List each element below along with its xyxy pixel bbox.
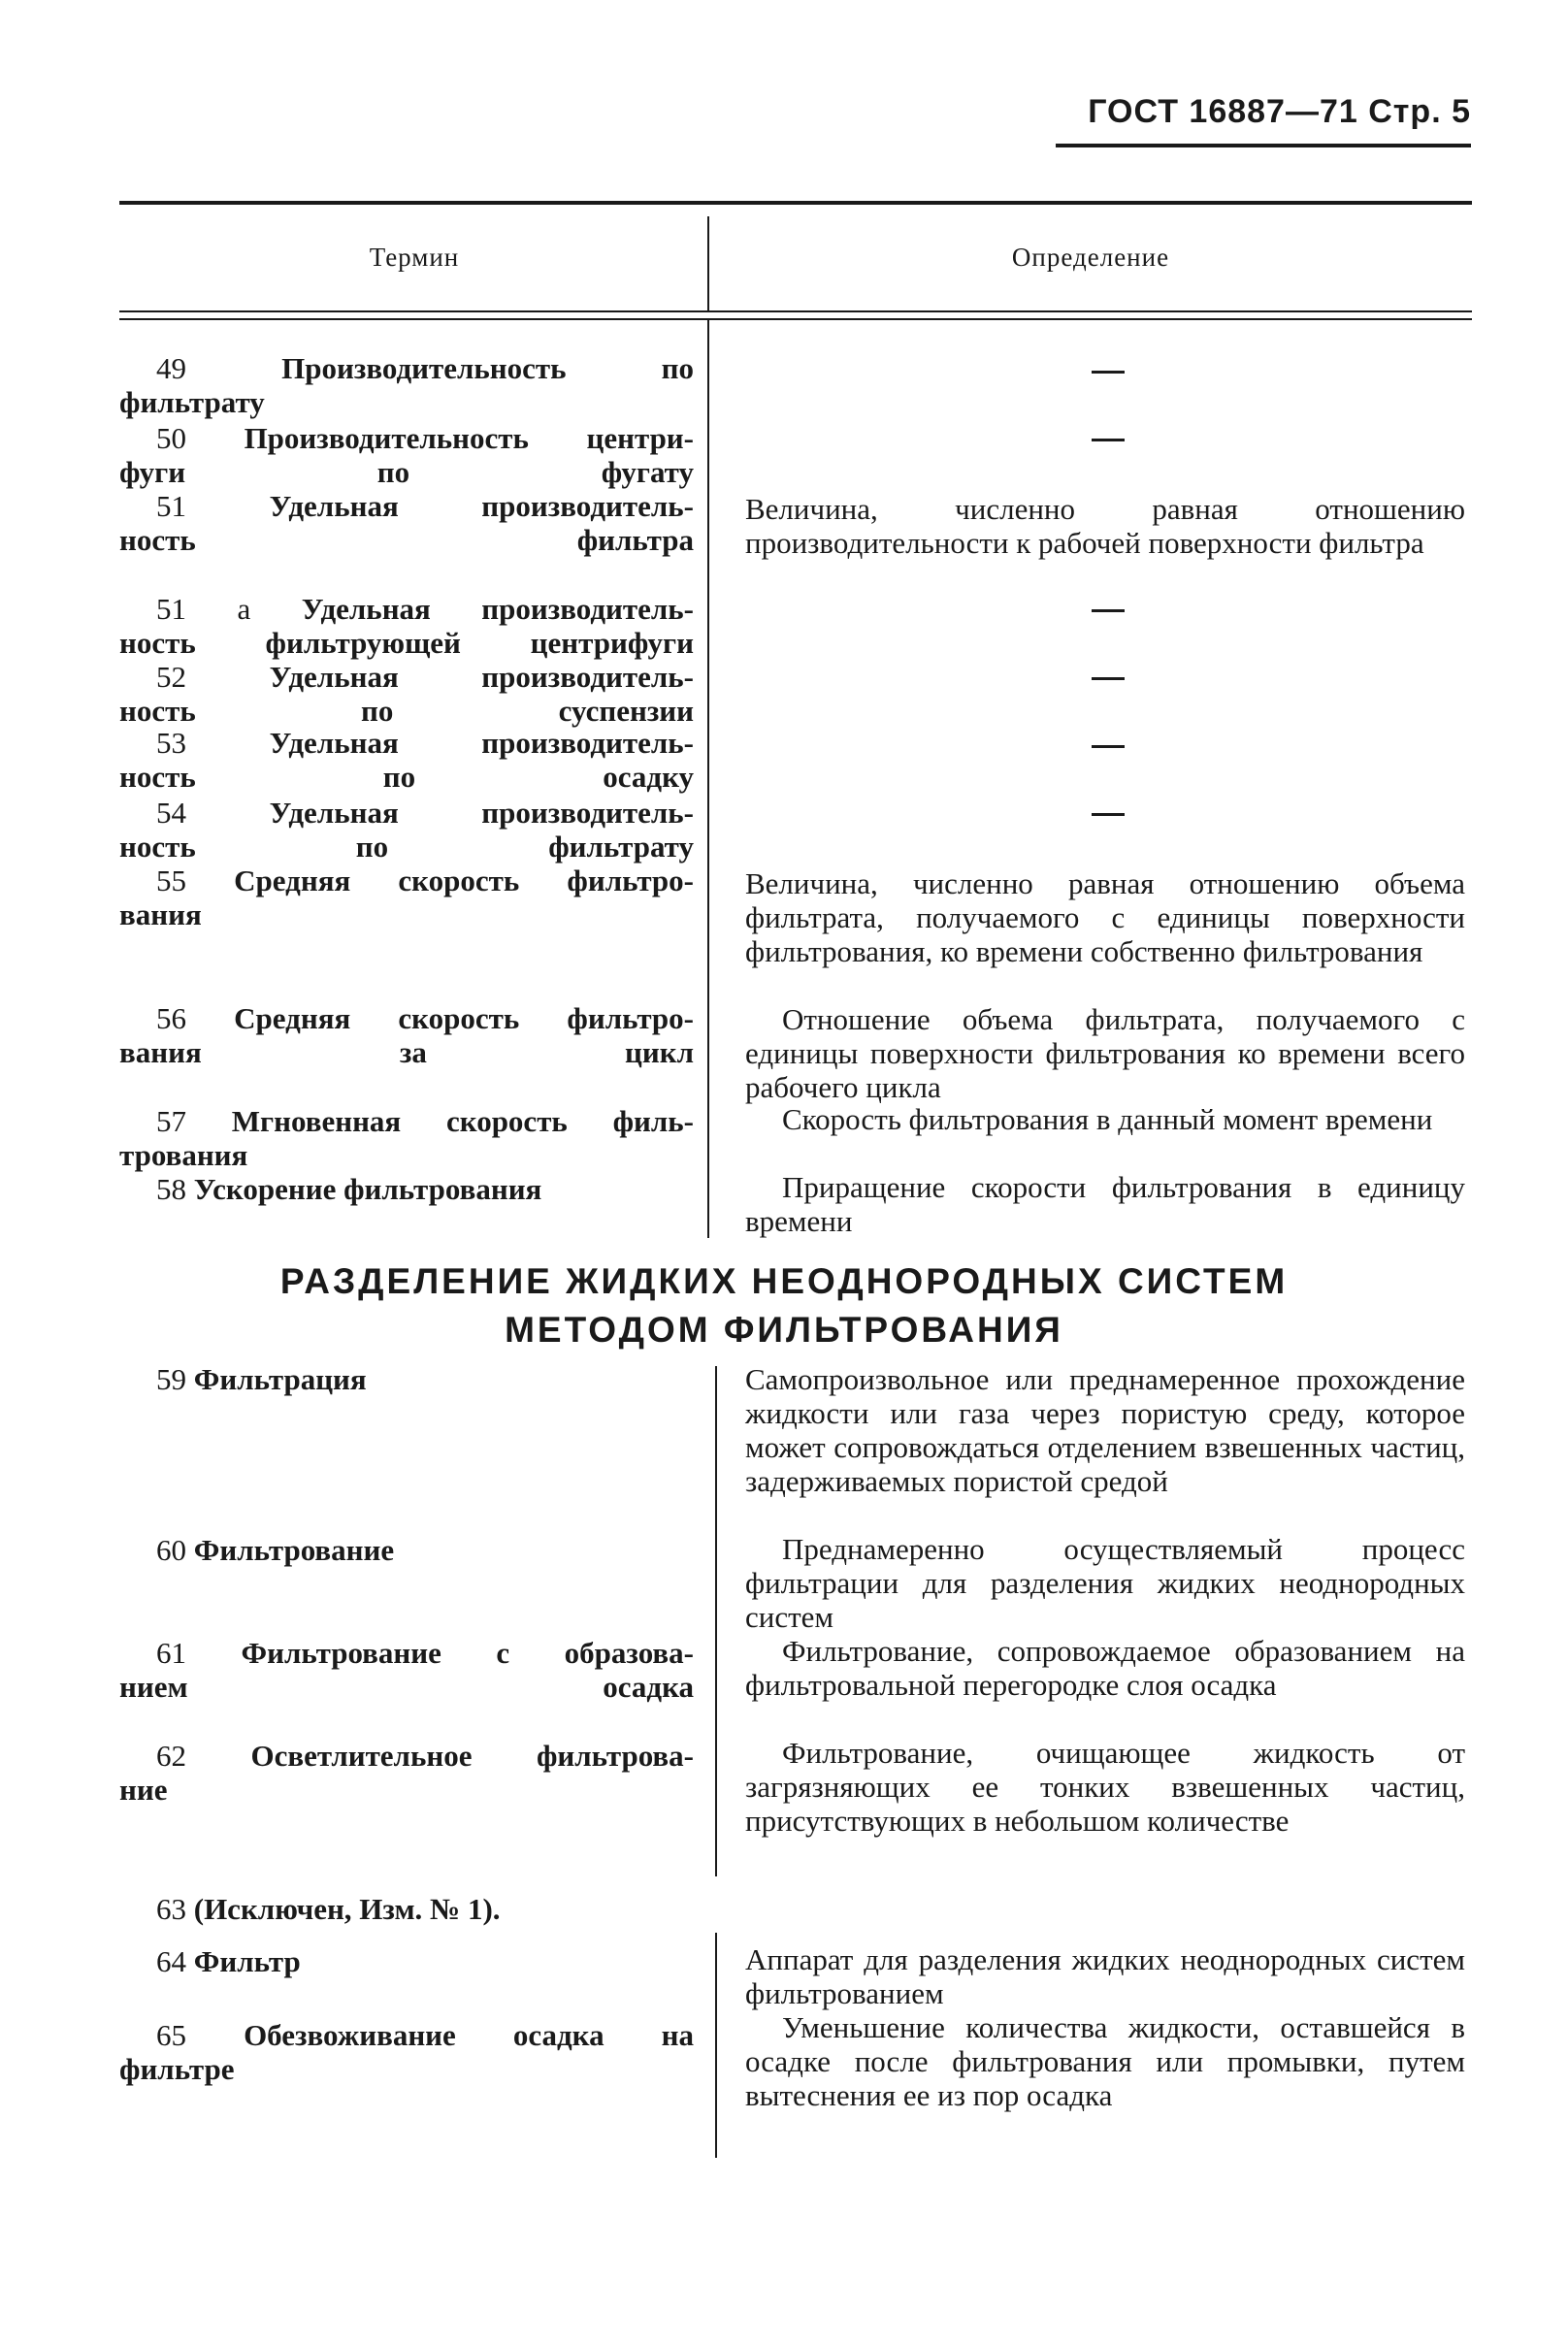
definition-55: Величина, численно равная отношению объема фильтрата, получаемого с единицы поверхности фильтрования, ко времени собственно фильтрования xyxy=(745,866,1465,968)
term-53: 53 Удельная производитель- ность по осадку xyxy=(119,726,695,794)
term-59: 59 Фильтрация xyxy=(156,1362,367,1396)
column-header-term: Термин xyxy=(369,243,460,272)
term-57: 57 Мгновенная скорость филь- трования xyxy=(119,1104,695,1172)
section-title: РАЗДЕЛЕНИЕ ЖИДКИХ НЕОДНОРОДНЫХ СИСТЕМ МЕТОДОМ ФИЛЬТРОВАНИЯ xyxy=(279,1261,1289,1350)
definition-62: Фильтрование, очищающее жидкость от загрязняющих ее тонких взвешенных частиц, присутствующих в небольшом количестве xyxy=(745,1736,1465,1838)
page-header: ГОСТ 16887—71 Стр. 5 xyxy=(1088,93,1471,130)
column-divider xyxy=(715,1366,717,1876)
definition-59: Самопроизвольное или преднамеренное прохождение жидкости или газа через пористую среду, которое может сопровождаться отделением взвешенных частиц, задерживаемых пористой средой xyxy=(745,1362,1465,1498)
column-divider xyxy=(707,320,709,1238)
definition-57: Скорость фильтрования в данный момент времени xyxy=(782,1102,1433,1136)
term-58: 58 Ускорение фильтрования xyxy=(156,1172,542,1206)
term-64: 64 Фильтр xyxy=(156,1944,301,1978)
term-62: 62 Осветлительное фильтрова- ние xyxy=(119,1739,694,1807)
empty-definition-dash xyxy=(1092,439,1125,441)
term-51: 51 Удельная производитель- ность фильтра xyxy=(119,489,695,557)
term-51a: 51 а Удельная производитель- ность фильтрующей центрифуги xyxy=(119,592,694,660)
definition-60: Преднамеренно осуществляемый процесс фильтрации для разделения жидких неоднородных систем xyxy=(745,1532,1465,1634)
definition-64: Аппарат для разделения жидких неоднородных систем фильтрованием xyxy=(745,1942,1465,2010)
header-double-rule xyxy=(119,310,1472,312)
empty-definition-dash xyxy=(1092,745,1125,748)
term-63: 63 (Исключен, Изм. № 1). xyxy=(156,1892,501,1926)
definition-65: Уменьшение количества жидкости, оставшейся в осадке после фильтрования или промывки, путем вытеснения ее из пор осадка xyxy=(745,2010,1465,2112)
term-52: 52 Удельная производитель- ность по суспензии xyxy=(119,660,695,728)
term-55: 55 Средняя скорость фильтро- вания xyxy=(119,864,694,931)
term-56: 56 Средняя скорость фильтро- вания за цикл xyxy=(119,1001,694,1069)
term-49: 49 Производительность по фильтрату xyxy=(119,351,694,419)
definition-58: Приращение скорости фильтрования в единицу времени xyxy=(745,1170,1465,1238)
empty-definition-dash xyxy=(1092,609,1125,612)
term-50: 50 Производительность центри- фуги по фугату xyxy=(119,421,694,489)
term-65: 65 Обезвоживание осадка на фильтре xyxy=(119,2018,694,2086)
definition-61: Фильтрование, сопровождаемое образованием на фильтровальной перегородке слоя осадка xyxy=(745,1634,1465,1702)
empty-definition-dash xyxy=(1092,371,1125,374)
definition-56: Отношение объема фильтрата, получаемого с единицы поверхности фильтрования ко времени всего рабочего цикла xyxy=(745,1002,1465,1104)
term-54: 54 Удельная производитель- ность по фильтрату xyxy=(119,796,695,864)
empty-definition-dash xyxy=(1092,677,1125,680)
column-header-definition: Определение xyxy=(1011,243,1170,272)
column-divider xyxy=(715,1933,717,2158)
header-double-rule xyxy=(119,318,1472,320)
table-header-row xyxy=(119,205,1472,310)
header-rule xyxy=(1056,144,1471,147)
empty-definition-dash xyxy=(1092,813,1125,816)
term-61: 61 Фильтрование с образова- нием осадка xyxy=(119,1636,694,1704)
definition-51: Величина, численно равная отношению производительности к рабочей поверхности фильтра xyxy=(745,492,1465,560)
term-60: 60 Фильтрование xyxy=(156,1533,395,1567)
